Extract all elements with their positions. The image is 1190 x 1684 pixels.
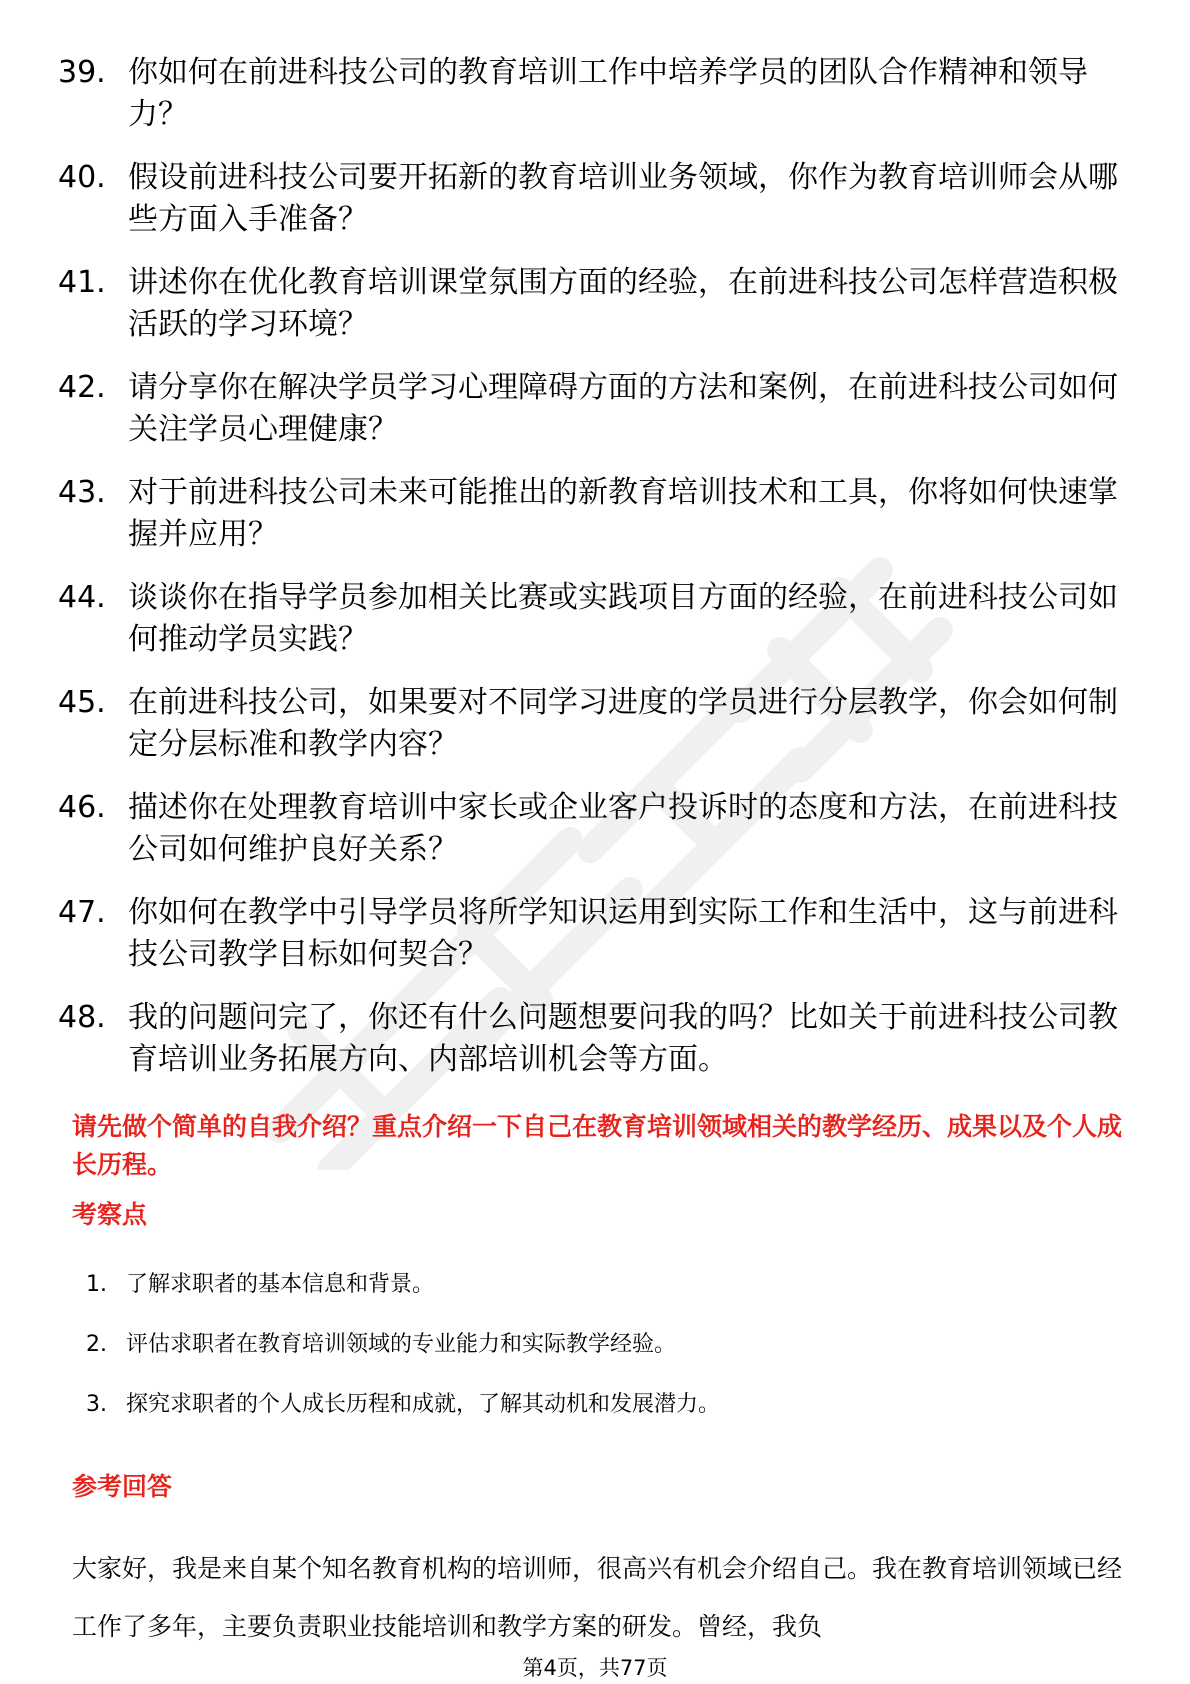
point-item — [86, 1268, 1126, 1328]
point-number: 1. — [86, 1272, 107, 1297]
question-number: 43. — [58, 475, 106, 510]
question-text: 你如何在教学中引导学员将所学知识运用到实际工作和生活中，这与前进科技公司教学目标如何契合？ — [128, 895, 1118, 972]
question-item — [58, 997, 1138, 1081]
point-text: 了解求职者的基本信息和背景。 — [126, 1272, 435, 1297]
answer-paragraph: 大家好，我是来自某个知名教育机构的培训师，很高兴有机会介绍自己。我在教育培训领域已经工作了多年，主要负责职业技能培训和教学方案的研发。曾经，我负 — [72, 1554, 1123, 1641]
question-item — [58, 892, 1138, 976]
question-item — [58, 577, 1138, 661]
question-text: 请分享你在解决学员学习心理障碍方面的方法和案例，在前进科技公司如何关注学员心理健康？ — [128, 370, 1118, 447]
question-text: 你如何在前进科技公司的教育培训工作中培养学员的团队合作精神和领导力？ — [128, 55, 1088, 132]
page-number: 第4页，共77页 — [0, 1656, 1190, 1680]
question-text: 描述你在处理教育培训中家长或企业客户投诉时的态度和方法，在前进科技公司如何维护良好关系？ — [128, 790, 1118, 867]
question-number: 42. — [58, 370, 106, 405]
question-item — [58, 367, 1138, 451]
question-text: 在前进科技公司，如果要对不同学习进度的学员进行分层教学，你会如何制定分层标准和教学内容？ — [128, 685, 1118, 762]
point-number: 3. — [86, 1392, 107, 1417]
question-item — [58, 787, 1138, 871]
highlight-question: 请先做个简单的自我介绍？重点介绍一下自己在教育培训领域相关的教学经历、成果以及个人成长历程。 — [72, 1112, 1123, 1179]
question-list — [58, 52, 1138, 1102]
point-item — [86, 1388, 1126, 1448]
question-item — [58, 52, 1138, 136]
question-text: 对于前进科技公司未来可能推出的新教育培训技术和工具，你将如何快速掌握并应用？ — [128, 475, 1118, 552]
question-item — [58, 262, 1138, 346]
question-item — [58, 682, 1138, 766]
question-number: 41. — [58, 265, 106, 300]
question-number: 39. — [58, 55, 106, 90]
question-text: 讲述你在优化教育培训课堂氛围方面的经验，在前进科技公司怎样营造积极活跃的学习环境？ — [128, 265, 1118, 342]
question-text: 谈谈你在指导学员参加相关比赛或实践项目方面的经验，在前进科技公司如何推动学员实践？ — [128, 580, 1118, 657]
question-number: 48. — [58, 1000, 106, 1035]
question-number: 46. — [58, 790, 106, 825]
question-item — [58, 472, 1138, 556]
question-number: 47. — [58, 895, 106, 930]
question-text: 我的问题问完了，你还有什么问题想要问我的吗？比如关于前进科技公司教育培训业务拓展方向、内部培训机会等方面。 — [128, 1000, 1118, 1077]
point-text: 评估求职者在教育培训领域的专业能力和实际教学经验。 — [126, 1332, 677, 1357]
question-text: 假设前进科技公司要开拓新的教育培训业务领域，你作为教育培训师会从哪些方面入手准备？ — [128, 160, 1118, 237]
question-number: 45. — [58, 685, 106, 720]
points-heading: 考察点 — [72, 1200, 148, 1229]
answer-heading: 参考回答 — [72, 1472, 173, 1501]
point-text: 探究求职者的个人成长历程和成就，了解其动机和发展潜力。 — [126, 1392, 721, 1417]
point-item — [86, 1328, 1126, 1388]
question-number: 40. — [58, 160, 106, 195]
question-number: 44. — [58, 580, 106, 615]
question-item — [58, 157, 1138, 241]
points-list — [86, 1268, 1126, 1448]
point-number: 2. — [86, 1332, 107, 1357]
